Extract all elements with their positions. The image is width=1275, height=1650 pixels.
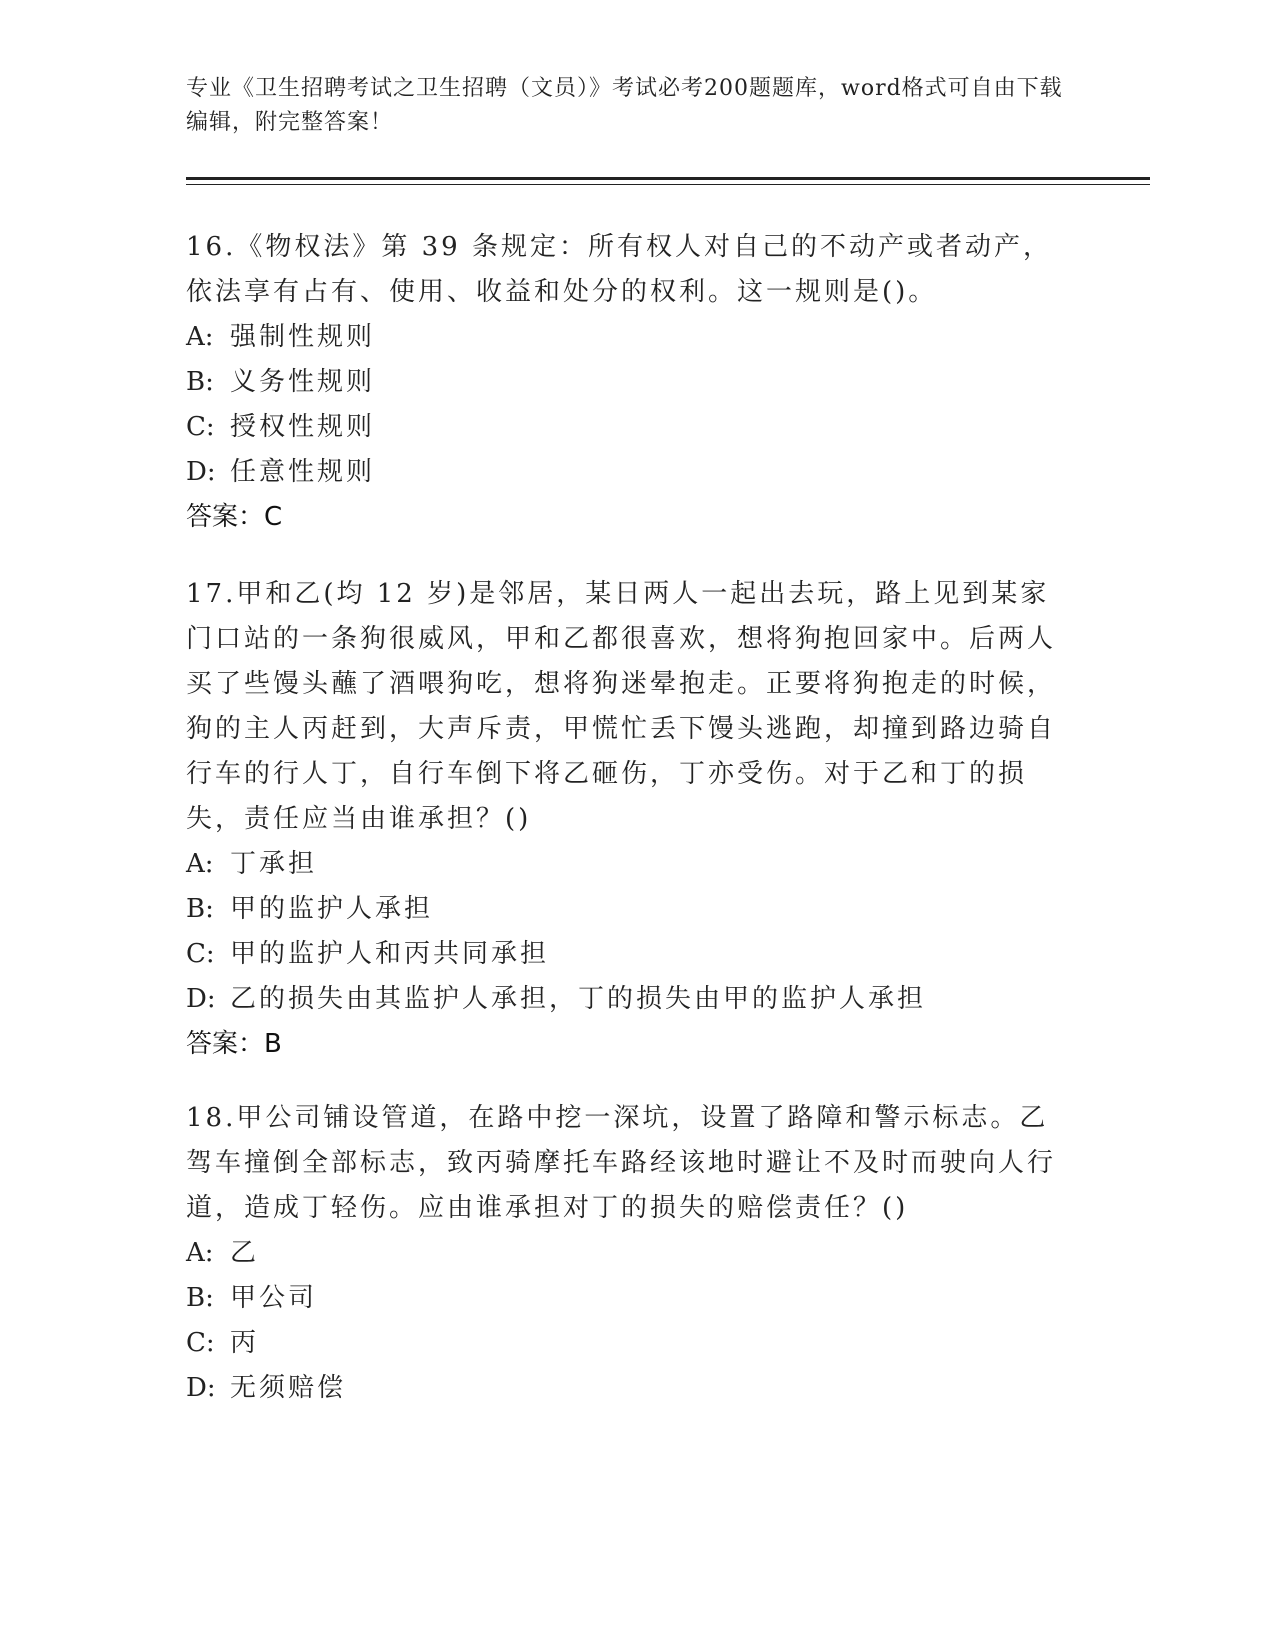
option-c bbox=[186, 932, 1066, 977]
option-c bbox=[186, 405, 1066, 450]
option-text: 甲的监护人承担 bbox=[230, 894, 434, 924]
option-a bbox=[186, 315, 1066, 360]
option-text: 甲的监护人和丙共同承担 bbox=[230, 939, 550, 969]
option-letter: A: bbox=[186, 1238, 214, 1268]
option-letter: D: bbox=[186, 1373, 216, 1403]
option-letter: B: bbox=[186, 367, 214, 397]
question-17 bbox=[186, 572, 1066, 1067]
option-letter: D: bbox=[186, 984, 216, 1014]
option-text: 授权性规则 bbox=[230, 412, 376, 442]
option-text: 无须赔偿 bbox=[230, 1373, 347, 1403]
option-b bbox=[186, 1276, 1066, 1321]
option-text: 强制性规则 bbox=[230, 322, 376, 352]
option-b bbox=[186, 887, 1066, 932]
option-text: 甲公司 bbox=[230, 1283, 318, 1313]
header-divider-thin bbox=[186, 184, 1150, 185]
question-stem: 18.甲公司铺设管道，在路中挖一深坑，设置了路障和警示标志。乙驾车撞倒全部标志，致丙骑摩托车路经该地时避让不及时而驶向人行道，造成丁轻伤。应由谁承担对丁的损失的赔偿责任？() bbox=[186, 1103, 1057, 1223]
option-letter: A: bbox=[186, 849, 214, 879]
answer-line: 答案：C bbox=[186, 502, 283, 532]
option-letter: C: bbox=[186, 412, 215, 442]
option-a bbox=[186, 842, 1066, 887]
option-text: 丁承担 bbox=[230, 849, 318, 879]
question-18 bbox=[186, 1096, 1066, 1411]
question-stem: 17.甲和乙(均 12 岁)是邻居，某日两人一起出去玩，路上见到某家门口站的一条狗很威风，甲和乙都很喜欢，想将狗抱回家中。后两人买了些馒头蘸了酒喂狗吃，想将狗迷晕抱走。正要将狗抱走的时候，狗的主人丙赶到，大声斥责，甲慌忙丢下馒头逃跑，却撞到路边骑自行车的行人丁，自行车倒下将乙砸伤，丁亦受伤。对于乙和丁的损失，责任应当由谁承担？() bbox=[186, 579, 1057, 834]
question-16 bbox=[186, 225, 1066, 540]
option-text: 丙 bbox=[230, 1328, 260, 1358]
option-d bbox=[186, 450, 1066, 495]
option-letter: B: bbox=[186, 894, 214, 924]
option-letter: A: bbox=[186, 322, 214, 352]
option-text: 任意性规则 bbox=[230, 457, 376, 487]
question-stem: 16.《物权法》第 39 条规定：所有权人对自己的不动产或者动产，依法享有占有、使用、收益和处分的权利。这一规则是()。 bbox=[186, 232, 1052, 307]
document-header: 专业《卫生招聘考试之卫生招聘（文员）》考试必考200题题库，word格式可自由下载编辑，附完整答案！ bbox=[186, 76, 1063, 135]
option-letter: B: bbox=[186, 1283, 214, 1313]
option-text: 乙的损失由其监护人承担，丁的损失由甲的监护人承担 bbox=[230, 984, 927, 1014]
option-text: 义务性规则 bbox=[230, 367, 376, 397]
option-letter: C: bbox=[186, 939, 215, 969]
header-divider-thick bbox=[186, 177, 1150, 180]
option-a bbox=[186, 1231, 1066, 1276]
option-letter: D: bbox=[186, 457, 216, 487]
option-d bbox=[186, 977, 1066, 1022]
option-d bbox=[186, 1366, 1066, 1411]
option-b bbox=[186, 360, 1066, 405]
answer-line: 答案：B bbox=[186, 1029, 282, 1059]
option-c bbox=[186, 1321, 1066, 1366]
option-letter: C: bbox=[186, 1328, 215, 1358]
option-text: 乙 bbox=[230, 1238, 260, 1268]
